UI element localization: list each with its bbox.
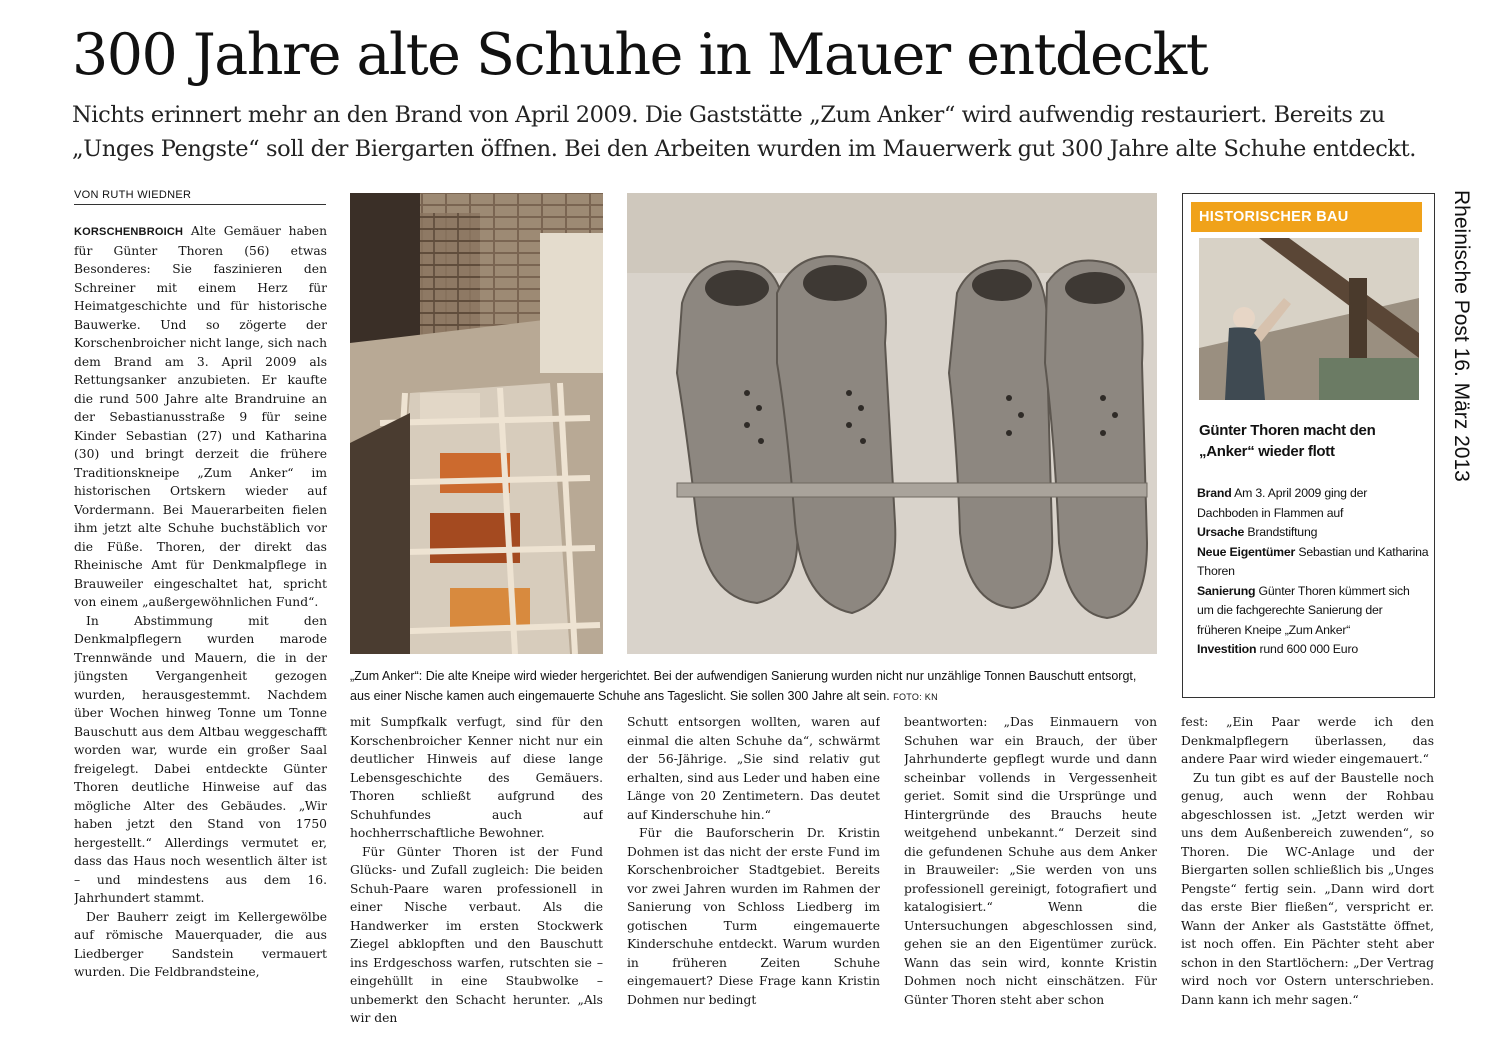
article-column-2 [350, 713, 603, 1053]
photo-shoes [627, 193, 1157, 654]
fact-label: Investition [1197, 642, 1257, 656]
source-text: Rheinische Post 16. März 2013 [1450, 190, 1473, 482]
fact-item [1197, 523, 1429, 543]
subtitle: Nichts erinnert mehr an den Brand von April 2009. Die Gaststätte „Zum Anker“ wird aufwendig restauriert. Bereits zu „Unges Pengste“ soll der Biergarten öffnen. Bei den Arbeiten wurden im Mauerwerk gut 300 Jahre alte Schuhe entdeckt. [72, 102, 1417, 162]
photo-interior-illustration [350, 193, 603, 654]
fact-text: Am 3. April 2009 ging der Dachboden in Flammen auf [1197, 486, 1368, 520]
fact-item [1197, 640, 1429, 660]
source-line [1445, 190, 1481, 550]
article-column-4 [904, 713, 1157, 1053]
info-box-facts [1197, 484, 1429, 660]
caption-text: „Zum Anker“: Die alte Kneipe wird wieder hergerichtet. Bei der aufwendigen Sanierung wurden nicht nur unzählige Tonnen Bauschutt entsorgt, aus einer Nische kamen auch eingemauerte Schuhe ans Tageslicht. Sie sollen 300 Jahre alt sein. [350, 669, 1137, 703]
article-paragraph: Für die Bauforscherin Dr. Kristin Dohmen ist das nicht der erste Fund im Korschenbroicher Stadtgebiet. Bereits vor zwei Jahren wurden im Rahmen der Sanierung von Schloss Liedberg im gotischen Turm eingemauerte Kinderschuhe entdeckt. Warum wurden in früheren Zeiten Schuhe eingemauert? Diese Frage kann Kristin Dohmen nur bedingt [627, 826, 880, 1007]
article-column-1 [74, 222, 327, 1052]
fact-item [1197, 543, 1429, 582]
fact-text: rund 600 000 Euro [1259, 642, 1358, 656]
info-box-photo [1199, 238, 1419, 400]
article-paragraph [74, 222, 327, 612]
info-photo-illustration [1199, 238, 1419, 400]
article-paragraph: mit Sumpfkalk verfugt, sind für den Korschenbroicher Kenner nicht nur ein deutlicher Hinweis auf diese lange Lebensgeschichte des Gemäuers. Thoren schließt aufgrund des Schuhfundes auch auf hochherrschaftliche Bewohner. [350, 715, 603, 840]
fact-label: Neue Eigentümer [1197, 544, 1296, 559]
fact-label: Brand [1197, 486, 1232, 500]
fact-label: Sanierung [1197, 583, 1256, 598]
fact-text: Sebastian und Katharina Thoren [1197, 544, 1429, 578]
article-paragraph: Zu tun gibt es auf der Baustelle noch genug, auch wenn der Rohbau abgeschlossen ist. „Jetzt werden wir uns dem Außenbereich zuwenden“, so Thoren. Die WC-Anlage und der Biergarten sollen schließlich bis „Unges Pengste“ fertig sein. „Dann wird dort das erste Bier fließen“, verspricht er. Wann der Anker als Gaststätte öffnet, ist noch offen. Ein Pächter steht aber schon in den Startlöchern: „Der Vertrag wird noch vor Ostern unterschrieben. Dann kann ich mehr sagen.“ [1181, 770, 1434, 1007]
article-paragraph: In Abstimmung mit den Denkmalpflegern wurden marode Trennwände und Mauern, die in der jüngsten Vergangenheit gezogen wurden, herausgestemmt. Nachdem über Wochen hinweg Tonne um Tonne Bauschutt aus dem Altbau weggeschafft worden war, wurde ein großer Saal freigelegt. Dabei entdeckte Günter Thoren deutliche Hinweise auf das mögliche Alter des Gebäudes. „Wir haben jetzt den Stand von 1750 hergestellt.“ Allerdings vermutet er, dass das Haus noch wesentlich älter ist – und mindestens aus dem 16. Jahrhundert stammt. [74, 613, 327, 905]
article-paragraph: Für Günter Thoren ist der Fund Glücks- und Zufall zugleich: Die beiden Schuh-Paare waren professionell in einer Nische verbaut. Als die Handwerker im ersten Stockwerk Ziegel abklopften und den Bauschutt ins Erdgeschoss warfen, rutschten sie – eingehüllt in eine Staubwolke – unbemerkt den Schacht herunter. „Als wir den [350, 844, 603, 1025]
fact-label: Ursache [1197, 525, 1245, 539]
fact-text: Günter Thoren kümmert sich um die fachgerechte Sanierung der früheren Kneipe „Zum Anker“ [1197, 583, 1410, 637]
photo-shoes-illustration [627, 193, 1157, 654]
fact-item [1197, 484, 1429, 523]
article-paragraph: Der Bauherr zeigt im Kellergewölbe auf römische Mauerquader, die aus Liedberger Sandstein vermauert wurden. Die Feldbrandsteine, [74, 909, 327, 979]
headline: 300 Jahre alte Schuhe in Mauer entdeckt [72, 22, 1208, 88]
article-column-3 [627, 713, 880, 1053]
byline: VON RUTH WIEDNER [74, 189, 326, 205]
info-box-header: HISTORISCHER BAU [1191, 202, 1422, 232]
article-paragraph: Schutt entsorgen wollten, waren auf einmal die alten Schuhe da“, schwärmt der 56-Jährige. „Sie sind relativ gut erhalten, sind aus Leder und haben eine Länge von 20 Zentimetern. Das deutet auf Kinderschuhe hin.“ [627, 715, 880, 822]
article-paragraph: beantworten: „Das Einmauern von Schuhen war ein Brauch, der über Jahrhunderte gepflegt wurde und dann scheinbar vollends in Vergessenheit geriet. Somit sind die Ursprünge und Hintergründe des Brauchs heute weitgehend unbekannt.“ Derzeit sind die gefundenen Schuhe aus dem Anker in Brauweiler: „Sie werden von uns professionell gereinigt, fotografiert und katalogisiert.“ Wenn die Untersuchungen abgeschlossen sind, gehen sie an den Eigentümer zurück. Wann das sein wird, konnte Kristin Dohmen noch nicht einschätzen. Für Günter Thoren steht aber schon [904, 715, 1157, 1007]
dateline-place: KORSCHENBROICH [74, 226, 184, 238]
fact-text: Brandstiftung [1247, 525, 1318, 539]
photo-credit: FOTO: KN [893, 692, 938, 702]
paragraph-text: Alte Gemäuer haben für Günter Thoren (56) etwas Besonderes: Sie faszinieren den Schreiner mit einem Herz für Heimatgeschichte und für historische Bauwerke. Und so zögerte der Korschenbroicher nicht lange, sich nach dem Brand am 3. April 2009 als Rettungsanker anzubieten. Er kaufte die rund 500 Jahre alte Brandruine an der Sebastianusstraße 9 für seine Kinder Sebastian (27) und Katharina (30) und bringt derzeit die frühere Traditionskneipe „Zum Anker“ im historischen Ortskern wieder auf Vordermann. Bei Mauerarbeiten fielen ihm jetzt alte Schuhe buchstäblich vor die Füße. Thoren, der direkt das Rheinische Amt für Denkmalpflege in Brauweiler eingeschaltet hat, spricht von einem „außergewöhnlichen Fund“. [74, 224, 327, 609]
photo-interior [350, 193, 603, 654]
article-column-5 [1181, 713, 1434, 1053]
fact-item [1197, 582, 1429, 641]
photo-caption [350, 666, 1158, 707]
article-paragraph: fest: „Ein Paar werde ich den Denkmalpflegern überlassen, das andere Paar wird wieder eingemauert.“ [1181, 715, 1434, 766]
info-box [1182, 193, 1435, 698]
info-box-title: Günter Thoren macht den „Anker“ wieder flott [1199, 422, 1376, 460]
